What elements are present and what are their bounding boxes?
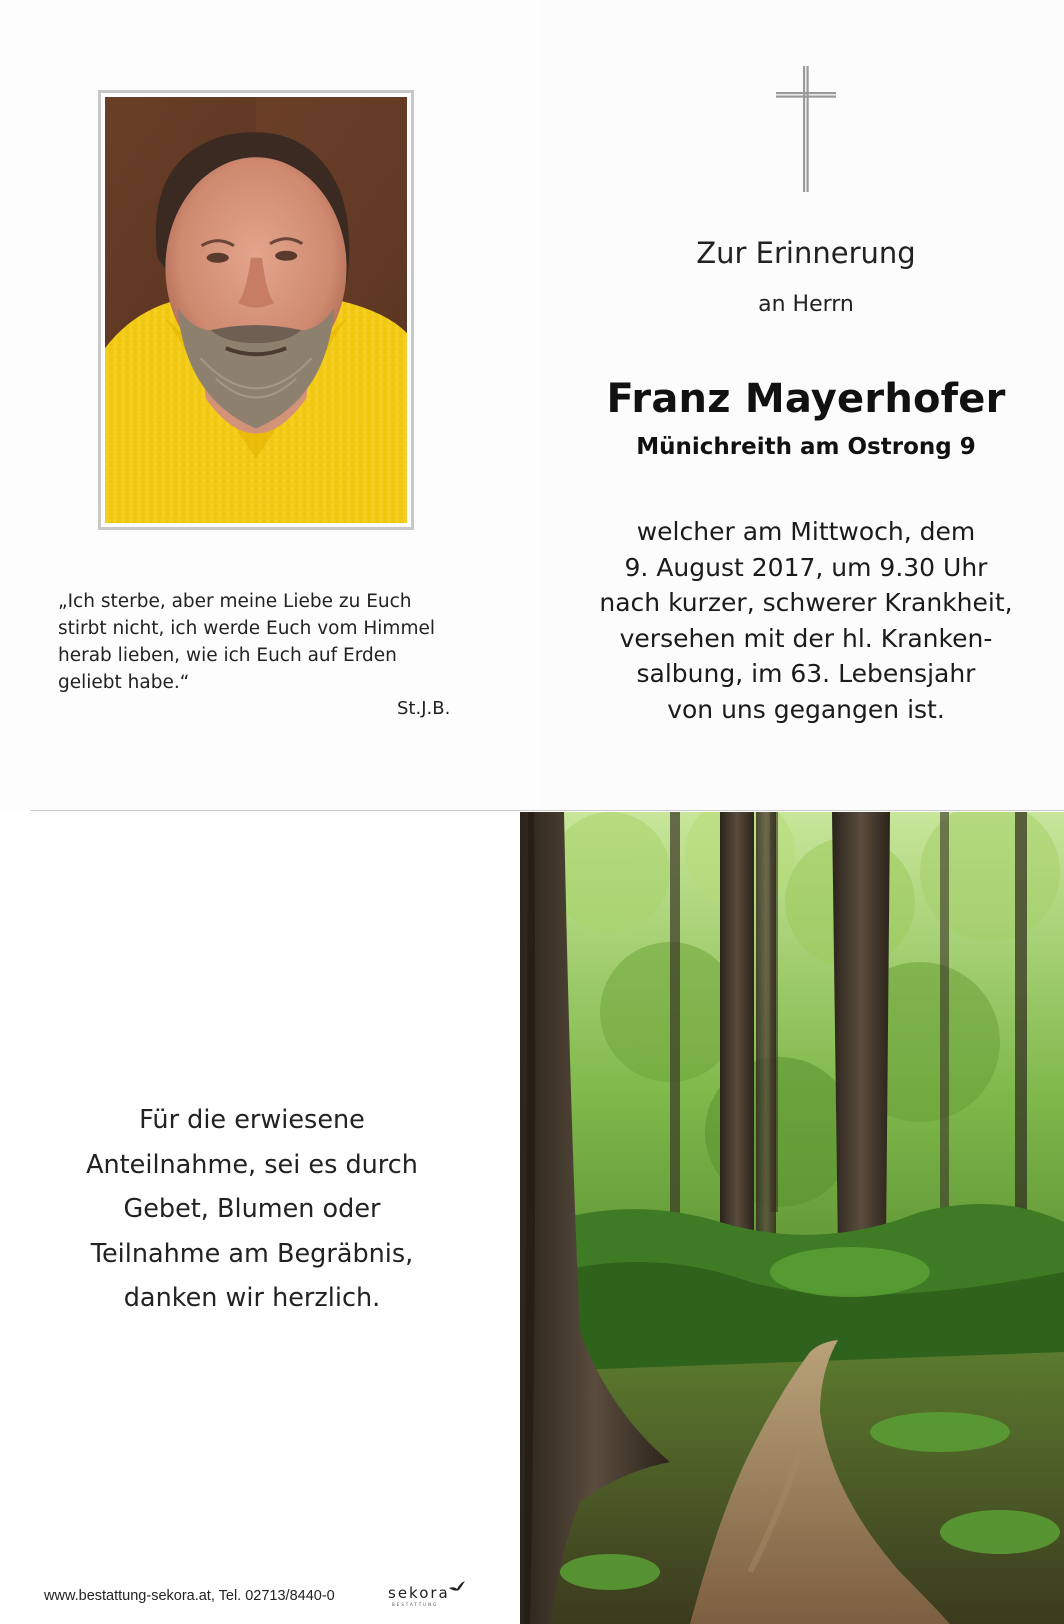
logo-subtext: BESTATTUNG [392,1602,439,1607]
thanks-text [0,1098,504,1321]
death-notice-line: nach kurzer, schwerer Krankheit, [599,588,1013,617]
death-notice-line: versehen mit der hl. Kranken- [619,623,993,653]
death-notice-line: 9. August 2017, um 9.30 Uhr [624,552,988,582]
deceased-address: Münichreith am Ostrong 9 [636,434,976,460]
thanks-line: Für die erwiesene [139,1105,365,1135]
death-notice [556,514,1056,727]
remembrance-heading: Zur Erinnerung [696,236,916,270]
quote-author: St.J.B. [397,698,451,719]
portrait-photo [98,90,414,530]
thanks-line: danken wir herzlich. [123,1283,381,1313]
quote-line: geliebt habe.“ [58,672,190,693]
logo-text: sekora [388,1584,450,1602]
quote-text [58,588,458,696]
quote-line: herab lieben, wie ich Euch auf Erden [58,645,397,666]
funeral-home-logo [388,1580,468,1612]
quote-line: stirbt nicht, ich werde Euch vom Himmel [58,618,435,639]
quote-line: „Ich sterbe, aber meine Liebe zu Euch [58,591,412,612]
death-notice-line: von uns gegangen ist. [667,694,945,724]
forest-illustration [520,812,1064,1624]
thanks-line: Anteilnahme, sei es durch [86,1149,418,1180]
card-left-top-panel [0,0,540,810]
cross-icon [776,66,836,192]
forest-path-image [520,812,1064,1624]
funeral-home-contact: www.bestattung-sekora.at, Tel. 02713/8440-0 [44,1588,335,1604]
fold-line [30,810,1064,811]
salutation: an Herrn [758,292,854,317]
thanks-line: Teilnahme am Begräbnis, [90,1238,414,1269]
portrait-image [105,97,407,523]
deceased-name: Franz Mayerhofer [606,376,1006,422]
death-notice-line: salbung, im 63. Lebensjahr [636,659,976,688]
death-notice-line: welcher am Mittwoch, dem [636,517,976,546]
bird-icon [448,1580,466,1594]
thanks-line: Gebet, Blumen oder [123,1194,381,1224]
